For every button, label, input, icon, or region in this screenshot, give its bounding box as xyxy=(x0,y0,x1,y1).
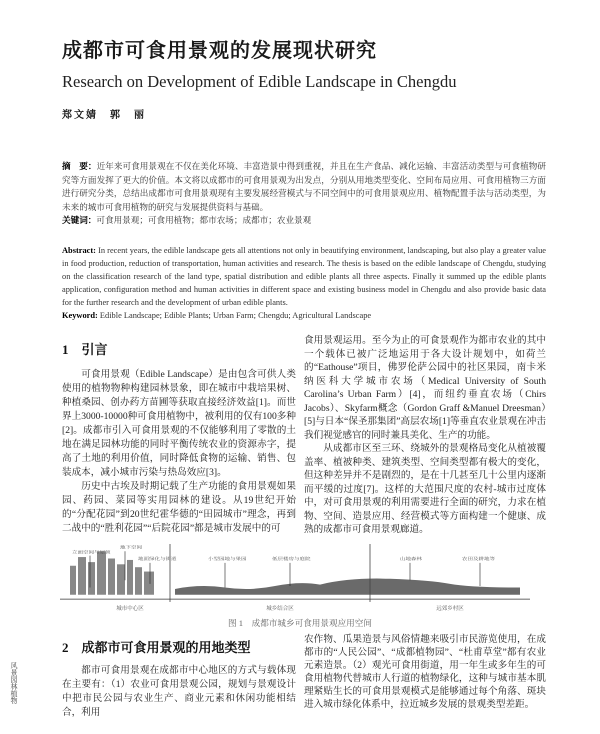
figure-label: 小型园地与果园 xyxy=(208,557,247,562)
keywords-en-text: Edible Landscape; Edible Plants; Urban Farm; Chengdu; Agricultural Landscape xyxy=(99,311,372,320)
abstract-en-label: Abstract: xyxy=(62,246,96,255)
figure-label: 山地森林 xyxy=(400,557,422,562)
abstract-en xyxy=(62,244,546,322)
paragraph: 都市可食用景观在成都市中心地区的方式与载体现在主要有：（1）农业可食用景观公园，规划与景观设计中把市民公园与农业生产、商业元素和休闲功能相结合，利用 xyxy=(62,665,296,718)
paragraph: 历史中古埃及时期记载了生产功能的食用景观如果园、药园、菜园等实用园林的建设。从19世纪开始的“分配花园”到20世纪霍华德的“田园城市”理念，再到二战中的“胜利花园”“后院花园”都是城市发展中的可 xyxy=(62,481,296,534)
paragraph: 从成都市区至三环、绕城外的景观格局变化从植被覆盖率、植被种类、建筑类型、空间类型都有极大的变化，但这种差异并不是剧烈的，是在十几甚至几十公里内逐渐而平缓的过度[7]。这样的大范围尺度的农村-城市过度体中，对可食用景观的利用需要进行全面的研究，力求在植物、空间、造景应用、经营模式等方面构建一个健康、成熟的成都市可食用景观廊道。 xyxy=(304,443,546,535)
section-1-heading: 1 引言 xyxy=(62,342,108,357)
left-column-2 xyxy=(62,664,296,720)
authors: 郑文婧 郭 丽 xyxy=(62,110,146,121)
left-column xyxy=(62,368,296,536)
zone-label: 远郊乡村区 xyxy=(436,606,464,612)
abstract-en-text: In recent years, the edible landscape gets all attentions not only in beautifying environment, landscaping, but also play a greater value in food production, reduction of transportation, human activities and research. The thesis is based on the edible landscape of Chengdu, studying on the classification research of the land type, spatial distribution and edible plants all three aspects. Finally it summed up the edible plants application, configuration method and human activities in different space and existing business model in Chengdu and also provide basic data for the further research and the development of urban edible plants. xyxy=(62,246,546,307)
tree-band xyxy=(175,579,520,595)
section-2-heading: 2 成都市可食用景观的用地类型 xyxy=(62,640,251,655)
figure-zones xyxy=(50,602,550,614)
abstract-label: 摘 要： xyxy=(62,161,97,171)
keywords-text: 可食用景观；可食用植物；都市农场；成都市；农业景观 xyxy=(96,215,312,225)
figure-caption: 图 1 成都市城乡可食用景观应用空间 xyxy=(228,618,372,628)
paper-title: 成都市可食用景观的发展现状研究 xyxy=(62,40,377,62)
figure-label: 农田及耕地等 xyxy=(462,557,495,562)
abstract-text: 近年来可食用景观在不仅在美化环境、丰富造景中得到重视，并且在生产食品、减化运输、丰富活动类型与可食植物研究等方面发挥了更大的价值。本文将以成都市的可食用景观为出发点，分别从用地类型变化、空间布局应用、可食用植物三方面进行研究分类，总结出成都市可食用景观现有主要发展经营模式与不同空间中的可食用景观应用、植物配置手法与活动类型，为未来的城市可食用植物的研究与发展提供资料与基础。 xyxy=(62,161,546,212)
figure-label: 低层楼房与庭院 xyxy=(272,557,311,562)
paper-title-en: Research on Development of Edible Landscape in Chengdu xyxy=(62,72,457,91)
zone-label: 城乡结合区 xyxy=(266,606,294,612)
figure-label: 地下空间 xyxy=(120,545,142,551)
figure-label: 立面空间与屋顶 xyxy=(72,550,111,556)
keywords-en-label: Keyword: xyxy=(62,311,98,320)
abstract-cn xyxy=(62,160,546,228)
right-column-2 xyxy=(304,633,546,711)
paragraph: 农作物、瓜果造景与风俗情趣来吸引市民游览使用，在成都市的“人民公园”、“成都植物园”、“杜甫草堂”都有农业元素造景。（2）观光可食用街道，用一年生或多年生的可食用植物代替城市人行道的植物绿化，这种与城市基本肌理紧贴生长的可食用景观模式是能够通过每个角落、斑块进入城市绿化体系中，拉近城乡发展的景观类型差距。 xyxy=(304,634,546,710)
paragraph: 食用景观运用。至今为止的可食景观作为都市农业的其中一个载体已被广泛地运用于各大设计规划中，如荷兰的“Eathouse”项目，佛罗伦萨公园中的社区果园，南卡米纳医科大学城市农场（Medical University of South Carolina’s Urban Farm）[4]，而纽约垂直农场（Chirs Jacobs）、Skyfarm概念（Gordon Graff &Manuel Dreesman）[5]与日本“保圣那集团”高层农场[1]等垂直农业景观在冲击我们视觉感官的同时兼具美化、生产的功能。 xyxy=(304,335,546,441)
keywords-label: 关键词： xyxy=(62,215,97,225)
figure-landscape-section xyxy=(50,544,550,602)
right-column xyxy=(304,334,546,537)
figure-label: 地面绿化与街道 xyxy=(138,557,177,562)
zone-label: 城市中心区 xyxy=(116,606,144,612)
paragraph: 可食用景观（Edible Landscape）是由包含可供人类使用的植物物种构建园林景象，即在城市中栽培果树、种植桑园、创办药方苗圃等获取直接经济效益[1]。而世界上3000-10000种可食用植物中，被利用的仅有100多种[2]。成都市引入可食用景观的不仅能够利用了零散的土地在满足园林功能的同时平衡传统农业的资源赤字，提高了土地的利用价值，同时降低食物的运输、销售、包装成本，减小城市污染与热岛效应[3]。 xyxy=(62,369,296,478)
journal-side-label: 风景园林植物 xyxy=(10,662,18,704)
